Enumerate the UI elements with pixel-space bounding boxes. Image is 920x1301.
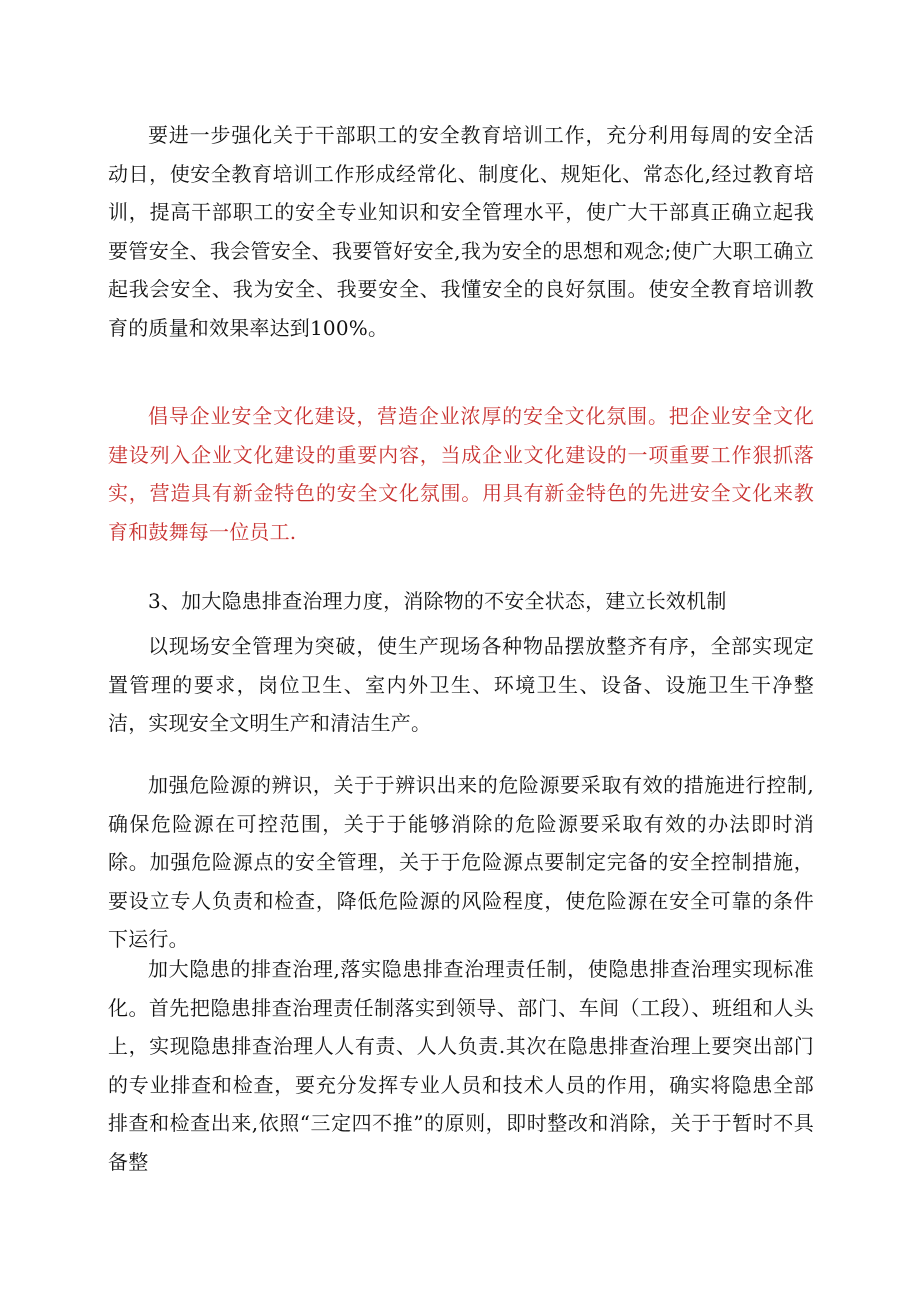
paragraph-hazard-identification: 加强危险源的辨识，关于于辨识出来的危险源要采取有效的措施进行控制,确保危险源在可控范围，关于于能够消除的危险源要采取有效的办法即时消除。加强危险源点的安全管理，关于于危险源点要制定完备的安全控制措施，要设立专人负责和检查，降低危险源的风险程度，使危险源在安全可靠的条件下运行。 <box>108 773 814 952</box>
paragraph-safety-culture: 倡导企业安全文化建设，营造企业浓厚的安全文化氛围。把企业安全文化建设列入企业文化建设的重要内容，当成企业文化建设的一项重要工作狠抓落实，营造具有新金特色的安全文化氛围。用具有新金特色的先进安全文化来教育和鼓舞每一位员工. <box>108 404 814 544</box>
section-heading-hazard-management: 3、加大隐患排查治理力度，消除物的不安全状态，建立长效机制 <box>148 589 727 613</box>
paragraph-hazard-investigation: 加大隐患的排查治理,落实隐患排查治理责任制，使隐患排查治理实现标准化。首先把隐患排查治理责任制落实到领导、部门、车间（工段）、班组和人头上，实现隐患排查治理人人有责、人人负责.其次在隐患排查治理上要突出部门的专业排查和检查，要充分发挥专业人员和技术人员的作用，确实将隐患全部排查和检查出来,依照“三定四不推”的原则，即时整改和消除，关于于暂时不具备整 <box>108 957 814 1174</box>
paragraph-site-management: 以现场安全管理为突破，使生产现场各种物品摆放整齐有序，全部实现定置管理的要求，岗位卫生、室内外卫生、环境卫生、设备、设施卫生干净整洁，实现安全文明生产和清洁生产。 <box>108 634 814 736</box>
paragraph-safety-training: 要进一步强化关于干部职工的安全教育培训工作，充分利用每周的安全活动日，使安全教育培训工作形成经常化、制度化、规矩化、常态化,经过教育培训，提高干部职工的安全专业知识和安全管理水平，使广大干部真正确立起我要管安全、我会管安全、我要管好安全,我为安全的思想和观念;使广大职工确立起我会安全、我为安全、我要安全、我懂安全的良好氛围。使安全教育培训教育的质量和效果率达到100%。 <box>108 123 814 340</box>
